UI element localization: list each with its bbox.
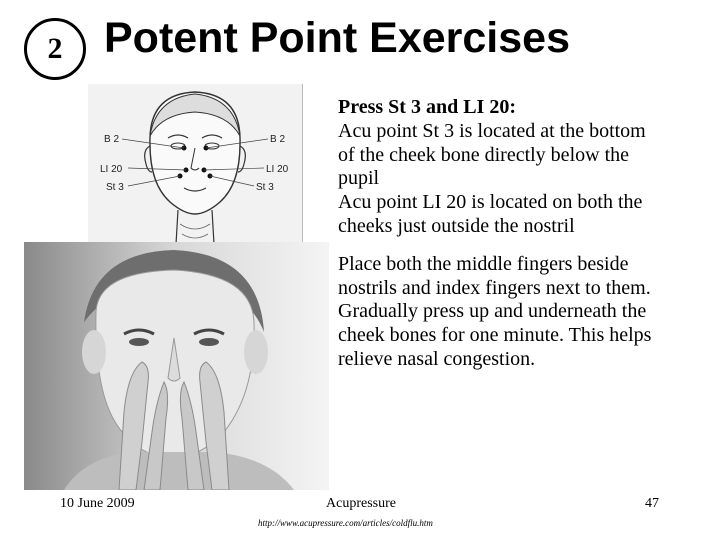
- source-url-link[interactable]: http://www.acupressure.com/articles/coldflu.htm: [258, 518, 433, 528]
- body-line: relieve nasal congestion.: [338, 347, 536, 370]
- acupressure-photo: [24, 242, 329, 490]
- face-sketch: [88, 84, 302, 244]
- label-b2-left: B 2: [104, 134, 120, 145]
- body-line: of the cheek bone directly below the: [338, 143, 629, 166]
- person-pressing-nose-image: [24, 242, 329, 490]
- label-st3-left: St 3: [106, 182, 124, 193]
- paragraph-gap: [338, 239, 718, 253]
- label-b2-right: B 2: [270, 134, 286, 145]
- slide-number-badge: [24, 18, 86, 80]
- body-line: pupil: [338, 167, 380, 190]
- body-line: Place both the middle fingers beside: [338, 252, 629, 275]
- body-line: Acu point LI 20 is located on both the: [338, 191, 643, 214]
- label-st3-right: St 3: [256, 182, 274, 193]
- slide-number: 2: [47, 32, 63, 65]
- body-line: Gradually press up and underneath the: [338, 300, 647, 323]
- body-line: cheeks just outside the nostril: [338, 214, 575, 237]
- acupoint-face-diagram: [88, 84, 303, 244]
- label-li20-right: LI 20: [266, 164, 289, 175]
- footer-page-number: 47: [645, 496, 659, 511]
- body-line: nostrils and index fingers next to them.: [338, 276, 651, 299]
- footer-title: Acupressure: [326, 496, 396, 511]
- label-li20-left: LI 20: [100, 164, 123, 175]
- footer-date: 10 June 2009: [60, 496, 135, 511]
- instructions-text: [338, 96, 718, 372]
- instructions-heading: Press St 3 and LI 20:: [338, 96, 516, 118]
- body-line: Acu point St 3 is located at the bottom: [338, 119, 646, 142]
- slide-title: Potent Point Exercises: [104, 14, 570, 62]
- body-line: cheek bones for one minute. This helps: [338, 324, 652, 347]
